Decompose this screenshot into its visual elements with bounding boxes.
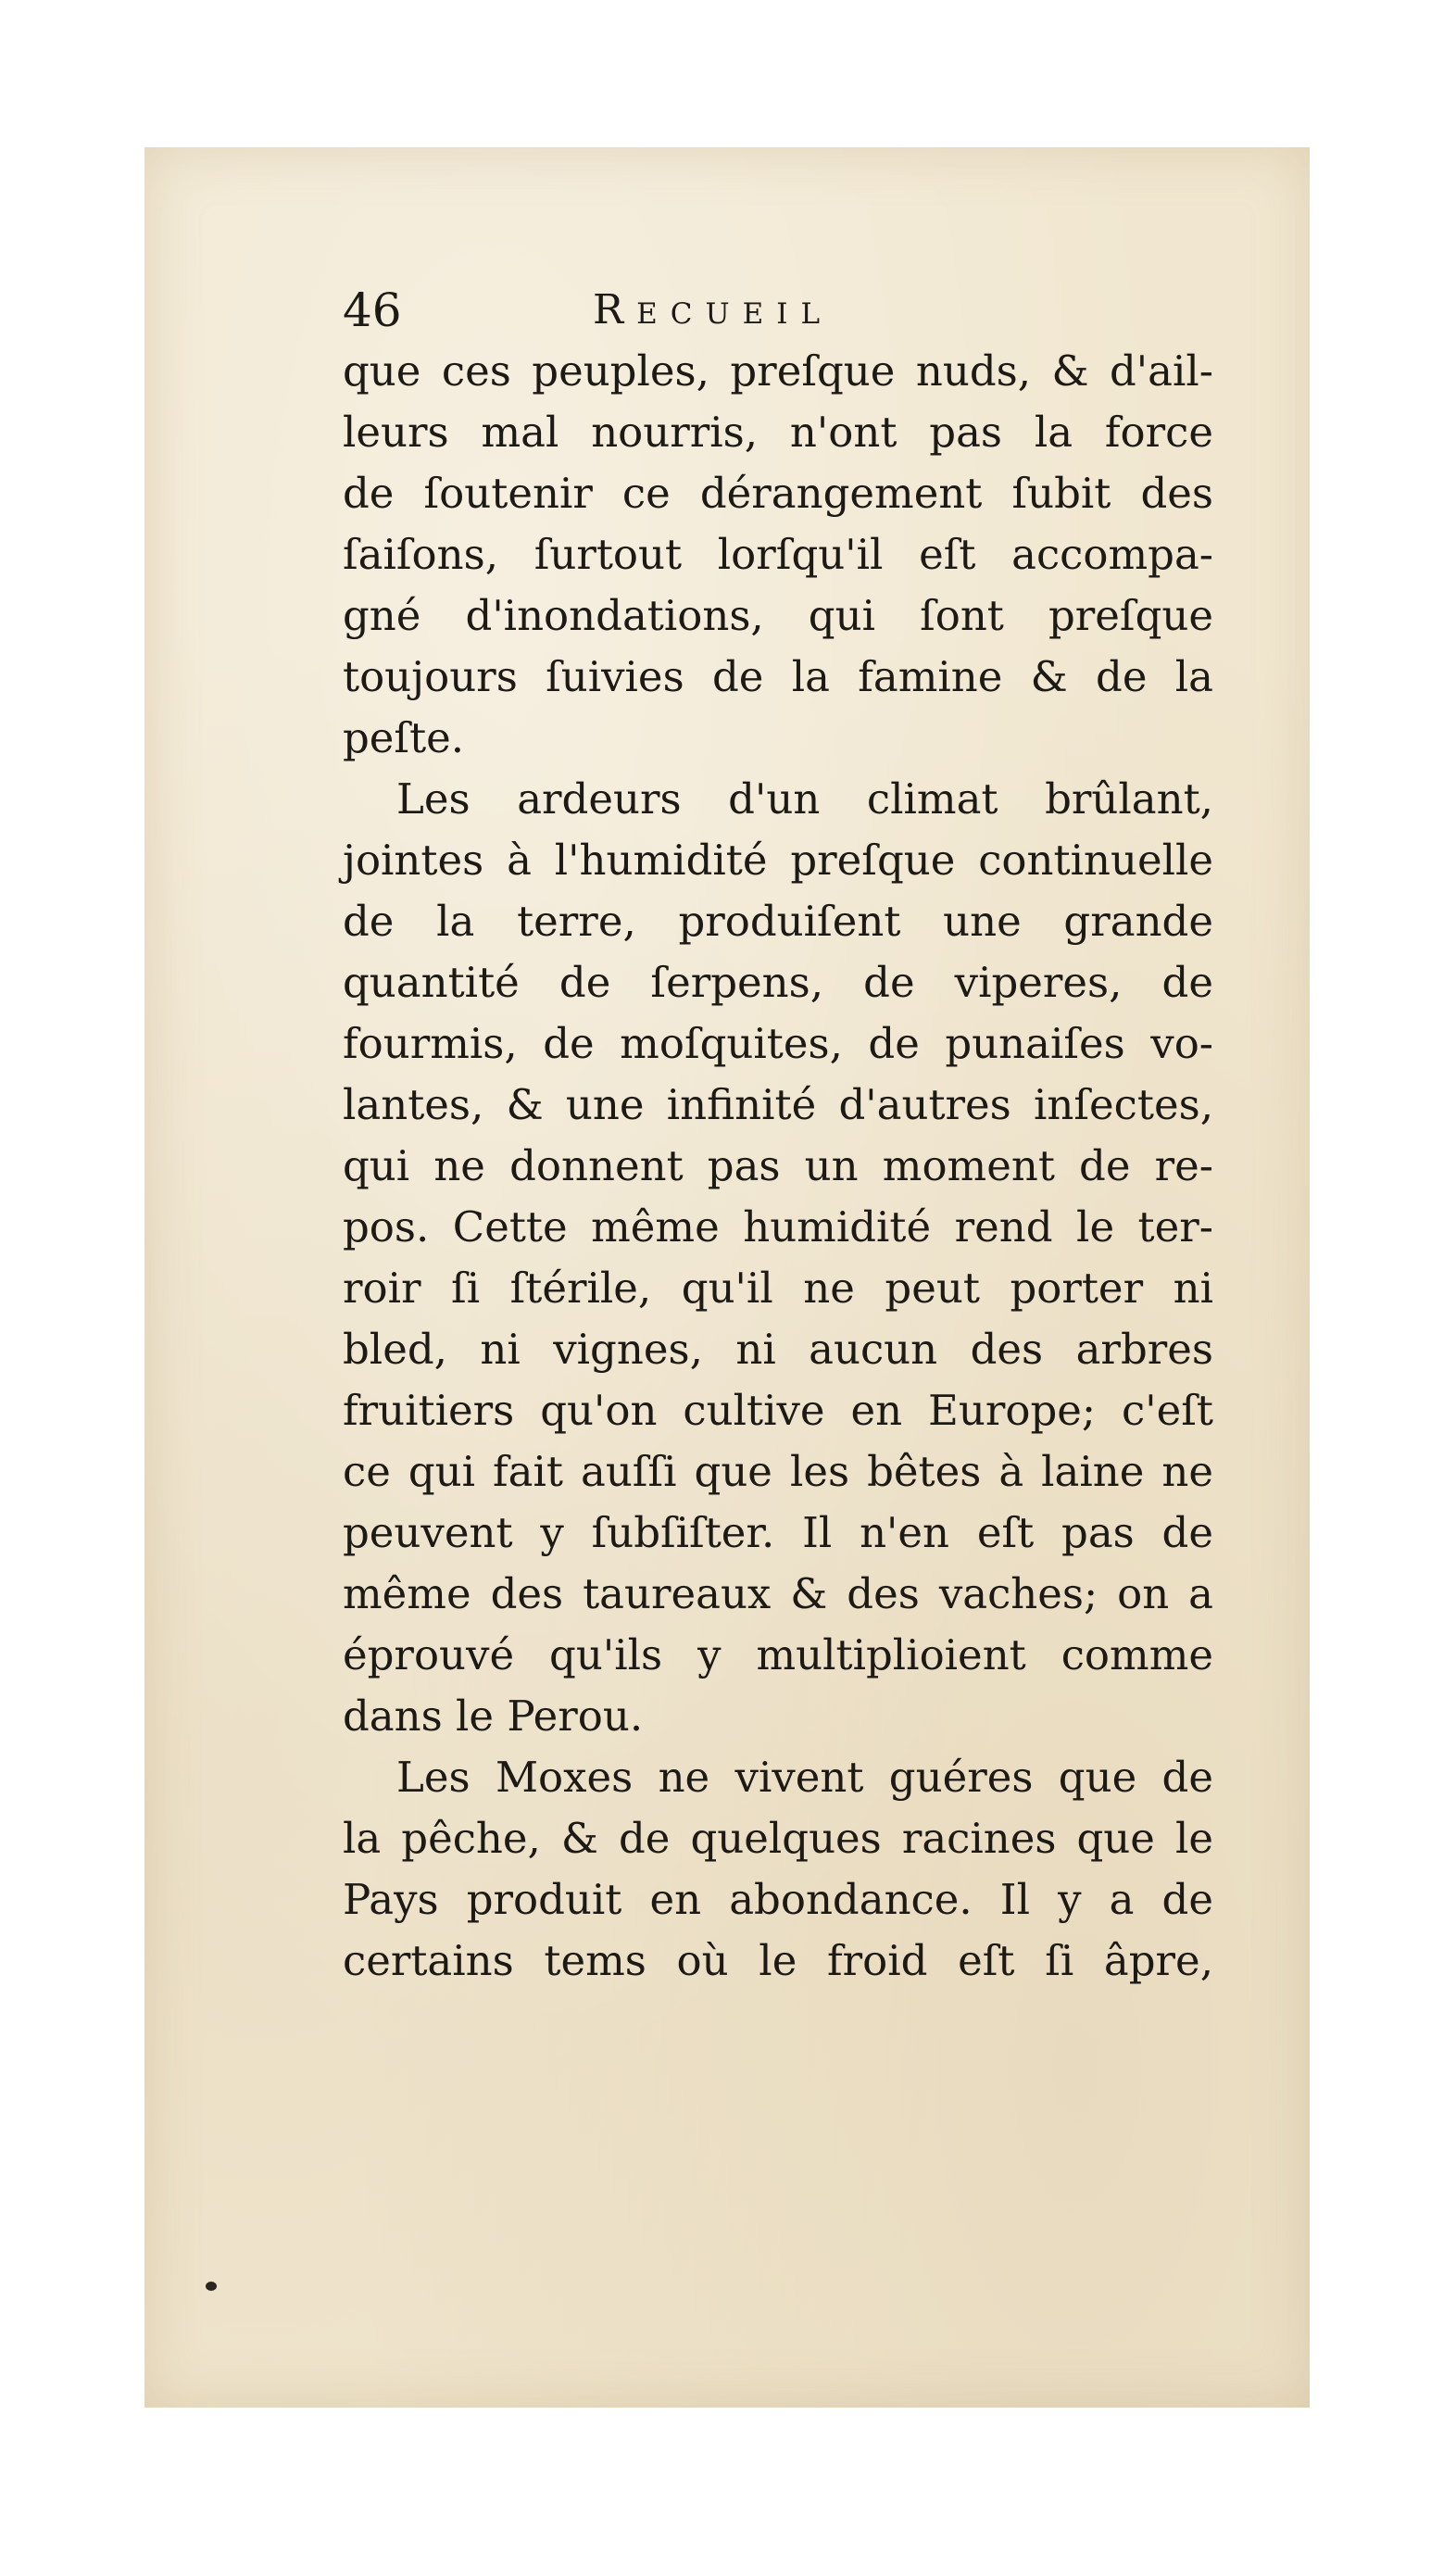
running-title: Recueil <box>593 286 834 333</box>
text-line: gné d'inondations, qui ſont preſque <box>343 591 1213 640</box>
text-line: qui ne donnent pas un moment de re- <box>343 1141 1213 1190</box>
text-line: certains tems où le froid eſt ſi âpre, <box>343 1936 1213 1985</box>
text-line: peſte. <box>343 713 465 762</box>
text-line: bled, ni vignes, ni aucun des arbres <box>343 1325 1213 1374</box>
text-line: Les ardeurs d'un climat brûlant, <box>396 774 1213 824</box>
text-line: leurs mal nourris, n'ont pas la force <box>343 408 1213 457</box>
text-line: quantité de ſerpens, de viperes, de <box>343 958 1213 1007</box>
text-line: que ces peuples, preſque nuds, & d'ail- <box>343 346 1213 396</box>
text-line: ce qui fait auſſi que les bêtes à laine ne <box>343 1447 1213 1496</box>
text-line: fourmis, de moſquites, de punaiſes vo- <box>343 1019 1213 1068</box>
ink-speck <box>206 2282 217 2291</box>
text-line: dans le Perou. <box>343 1692 644 1741</box>
text-line: jointes à l'humidité preſque continuelle <box>343 836 1213 885</box>
text-line: pos. Cette même humidité rend le ter- <box>343 1202 1213 1251</box>
text-line: Les Moxes ne vivent guéres que de <box>396 1753 1213 1802</box>
text-line: Pays produit en abondance. Il y a de <box>343 1875 1213 1924</box>
text-line: peuvent y ſubſiſter. Il n'en eſt pas de <box>343 1508 1213 1557</box>
text-line: fruitiers qu'on cultive en Europe; c'eſt <box>343 1386 1213 1435</box>
text-line: toujours ſuivies de la famine & de la <box>343 652 1213 701</box>
text-line: éprouvé qu'ils y multiplioient comme <box>343 1630 1213 1679</box>
body-text <box>343 341 1213 1992</box>
text-line: même des taureaux & des vaches; on a <box>343 1569 1213 1618</box>
text-line: lantes, & une infinité d'autres inſectes, <box>343 1080 1213 1129</box>
text-line: de ſoutenir ce dérangement ſubit des <box>343 469 1213 518</box>
page-number: 46 <box>343 283 402 337</box>
text-line: de la terre, produiſent une grande <box>343 897 1213 946</box>
page-header <box>343 278 1250 343</box>
text-line: ſaiſons, ſurtout lorſqu'il eſt accompa- <box>343 530 1213 579</box>
text-line: roir ſi ſtérile, qu'il ne peut porter ni <box>343 1264 1213 1313</box>
text-line: la pêche, & de quelques racines que le <box>343 1814 1213 1863</box>
